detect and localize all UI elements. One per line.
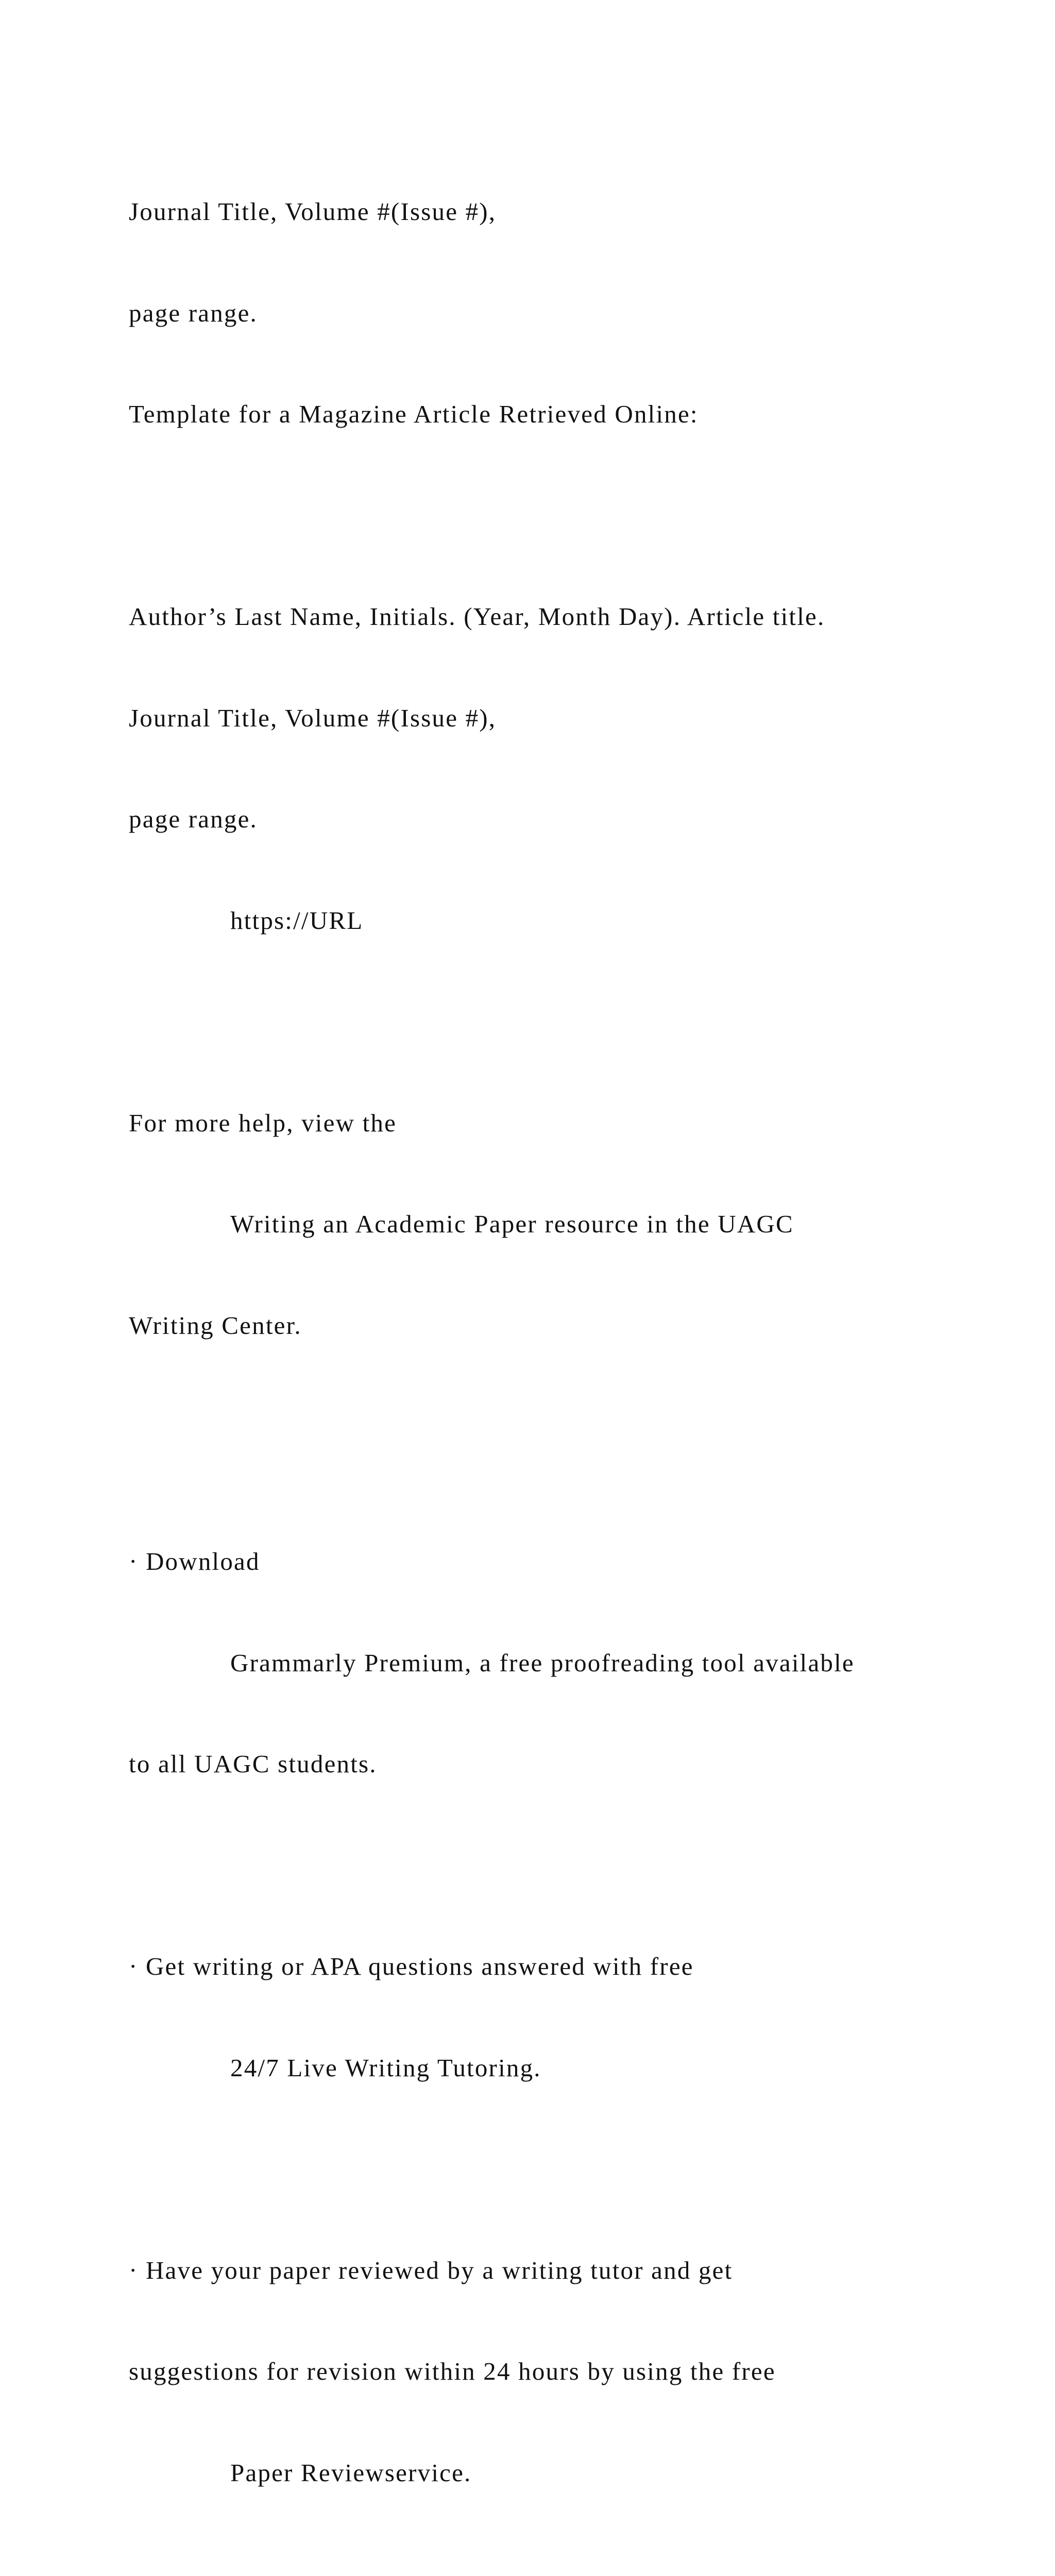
- document-page: [129, 127, 1005, 2576]
- blank-line: [129, 2152, 1005, 2186]
- paper-review-link[interactable]: Paper Reviewservice.: [230, 2458, 472, 2487]
- bullet-item: · Have your paper reviewed by a writing tutor and get: [129, 2256, 733, 2284]
- blank-line: [129, 1410, 1005, 1477]
- text-line: Journal Title, Volume #(Issue #),: [129, 197, 497, 226]
- text-line: page range.: [129, 298, 258, 327]
- text-line: to all UAGC students.: [129, 1750, 377, 1778]
- text-line: suggestions for revision within 24 hours by using the free: [129, 2357, 776, 2385]
- blank-line: [129, 499, 1005, 533]
- text-line: Writing Center.: [129, 1311, 302, 1340]
- text-line: For more help, view the: [129, 1108, 397, 1137]
- text-line: Journal Title, Volume #(Issue #),: [129, 703, 497, 732]
- text-line: page range.: [129, 805, 258, 833]
- blank-line: [129, 2557, 1005, 2576]
- writing-center-link[interactable]: Writing an Academic Paper resource in the UAGC: [230, 1210, 794, 1238]
- bullet-item: · Download: [129, 1547, 260, 1575]
- text-line: Template for a Magazine Article Retrieved Online:: [129, 400, 699, 428]
- live-tutoring-link[interactable]: 24/7 Live Writing Tutoring.: [230, 2053, 541, 2082]
- bullet-item: · Get writing or APA questions answered with free: [129, 1952, 694, 1980]
- url-link[interactable]: https://URL: [230, 906, 364, 935]
- grammarly-link[interactable]: Grammarly Premium, a free proofreading tool available: [230, 1648, 855, 1677]
- blank-line: [129, 1005, 1005, 1039]
- text-line: Author’s Last Name, Initials. (Year, Month Day). Article title.: [129, 602, 825, 631]
- blank-line: [129, 1849, 1005, 1883]
